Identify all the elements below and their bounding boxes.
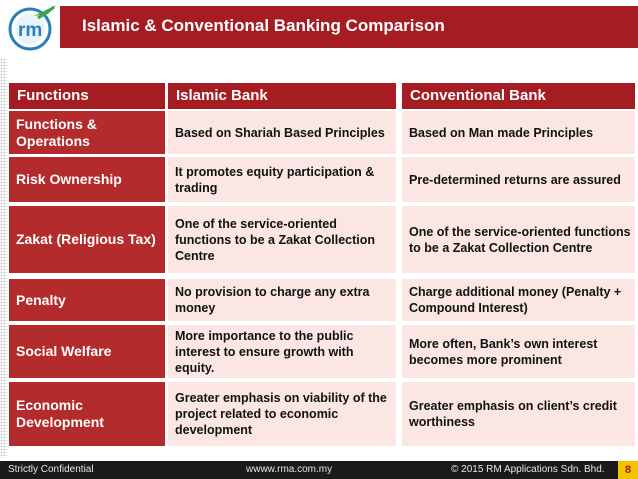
row-label-zakat: Zakat (Religious Tax) [9, 206, 165, 273]
cell-islamic-penalty: No provision to charge any extra money [168, 279, 396, 321]
row-label-social-welfare: Social Welfare [9, 325, 165, 378]
cell-conventional-zakat: One of the service-oriented functions to be a Zakat Collection Centre [402, 206, 635, 273]
row-label-penalty: Penalty [9, 279, 165, 321]
column-header-functions: Functions [9, 83, 165, 109]
cell-conventional-risk-ownership: Pre-determined returns are assured [402, 157, 635, 202]
footer-confidential: Strictly Confidential [8, 464, 94, 475]
cell-conventional-penalty: Charge additional money (Penalty + Compound Interest) [402, 279, 635, 321]
column-header-conventional-bank: Conventional Bank [402, 83, 635, 109]
row-label-risk-ownership: Risk Ownership [9, 157, 165, 202]
cell-conventional-economic-development: Greater emphasis on client’s credit worthiness [402, 382, 635, 446]
page-number: 8 [618, 461, 638, 479]
cell-islamic-economic-development: Greater emphasis on viability of the project related to economic development [168, 382, 396, 446]
cell-islamic-social-welfare: More importance to the public interest to ensure growth with equity. [168, 325, 396, 378]
page-title: Islamic & Conventional Banking Comparison [82, 16, 445, 35]
row-label-economic-development: Economic Development [9, 382, 165, 446]
footer-bar [0, 461, 618, 479]
svg-text:rm: rm [18, 20, 43, 41]
cell-islamic-risk-ownership: It promotes equity participation & trading [168, 157, 396, 202]
column-header-islamic-bank: Islamic Bank [168, 83, 396, 109]
footer-copyright: © 2015 RM Applications Sdn. Bhd. [451, 464, 605, 475]
header-bar [60, 6, 638, 48]
row-label-functions-operations: Functions & Operations [9, 111, 165, 154]
company-logo [4, 2, 60, 52]
cell-conventional-social-welfare: More often, Bank’s own interest becomes more prominent [402, 325, 635, 378]
decorative-dot-strip [0, 58, 7, 458]
cell-islamic-zakat: One of the service-oriented functions to be a Zakat Collection Centre [168, 206, 396, 273]
cell-conventional-functions-operations: Based on Man made Principles [402, 111, 635, 154]
footer-website: wwww.rma.com.my [246, 464, 333, 475]
cell-islamic-functions-operations: Based on Shariah Based Principles [168, 111, 396, 154]
